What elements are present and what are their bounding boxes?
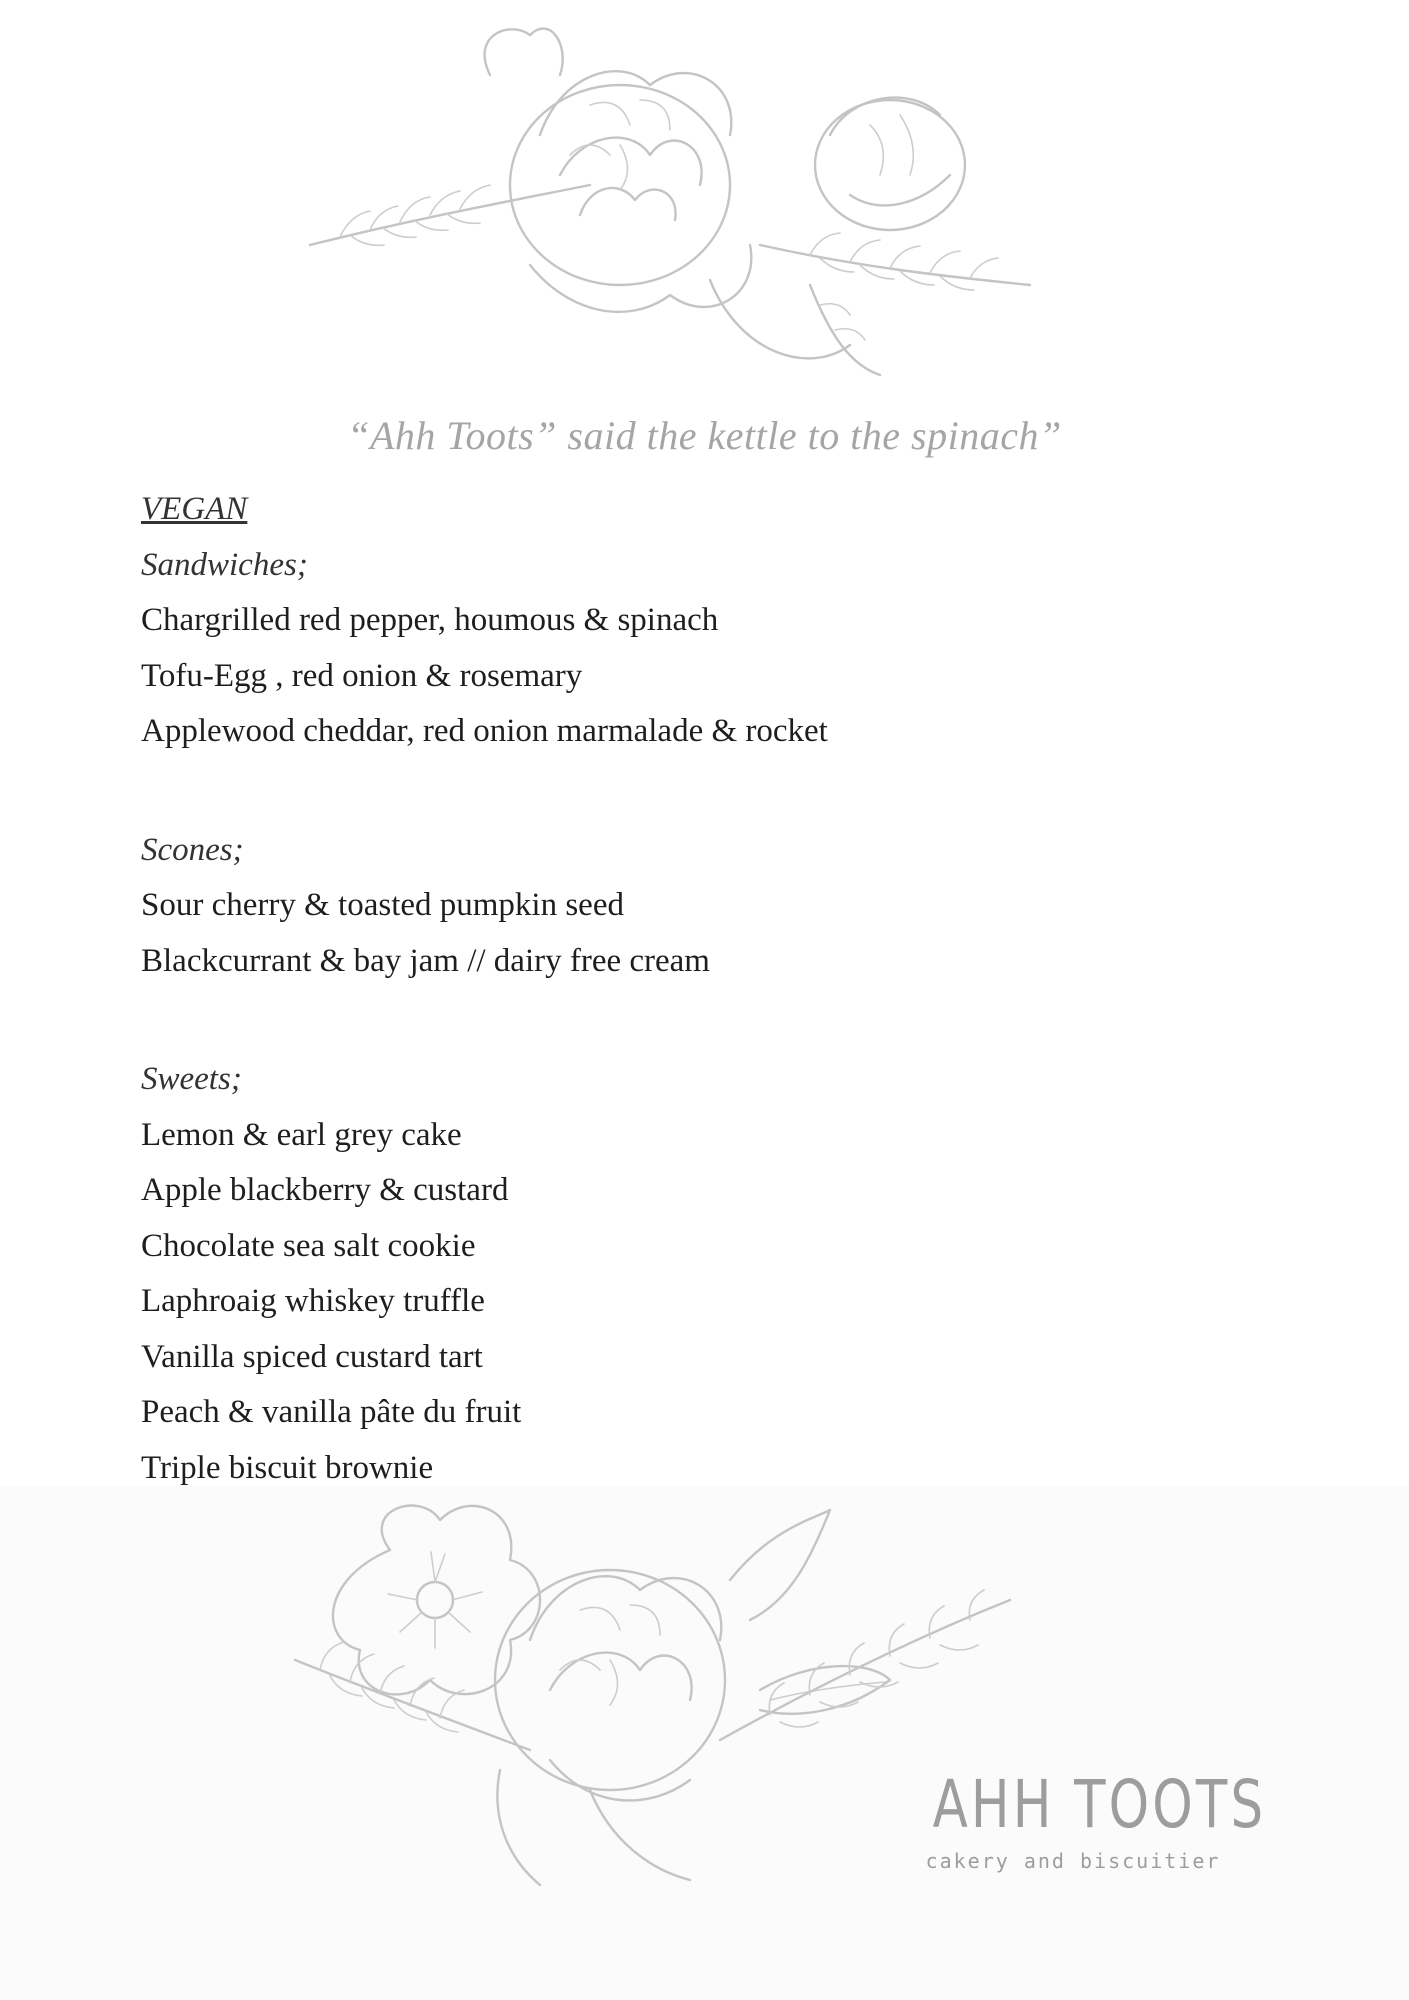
menu-item: Vanilla spiced custard tart	[141, 1338, 483, 1375]
section-heading-sandwiches: Sandwiches;	[141, 546, 308, 583]
menu-item: Tofu-Egg , red onion & rosemary	[141, 657, 583, 694]
section-spacer	[141, 760, 1241, 823]
menu-title: VEGAN	[141, 491, 248, 527]
menu-item: Blackcurrant & bay jam // dairy free cream	[141, 942, 710, 979]
menu-list	[141, 482, 1241, 1496]
menu-item: Apple blackberry & custard	[141, 1172, 509, 1208]
brand-name: AHH TOOTS	[932, 1766, 1267, 1843]
brand-logo	[893, 1765, 1267, 1873]
brand-subtitle: cakery and biscuitier	[925, 1849, 1221, 1873]
menu-item: Chocolate sea salt cookie	[141, 1227, 476, 1264]
menu-item: Peach & vanilla pâte du fruit	[141, 1394, 522, 1430]
tagline-quote: “Ahh Toots” said the kettle to the spinach”	[347, 413, 1062, 458]
menu-item: Triple biscuit brownie	[141, 1449, 434, 1486]
floral-top-illustration	[290, 15, 1050, 390]
section-heading-sweets: Sweets;	[141, 1061, 242, 1097]
section-heading-scones: Scones;	[141, 831, 244, 868]
menu-item: Applewood cheddar, red onion marmalade & rocket	[141, 713, 828, 749]
section-spacer	[141, 989, 1241, 1052]
menu-item: Chargrilled red pepper, houmous & spinach	[141, 602, 719, 638]
menu-item: Lemon & earl grey cake	[141, 1116, 462, 1153]
menu-item: Laphroaig whiskey truffle	[141, 1283, 485, 1319]
menu-item: Sour cherry & toasted pumpkin seed	[141, 887, 624, 923]
